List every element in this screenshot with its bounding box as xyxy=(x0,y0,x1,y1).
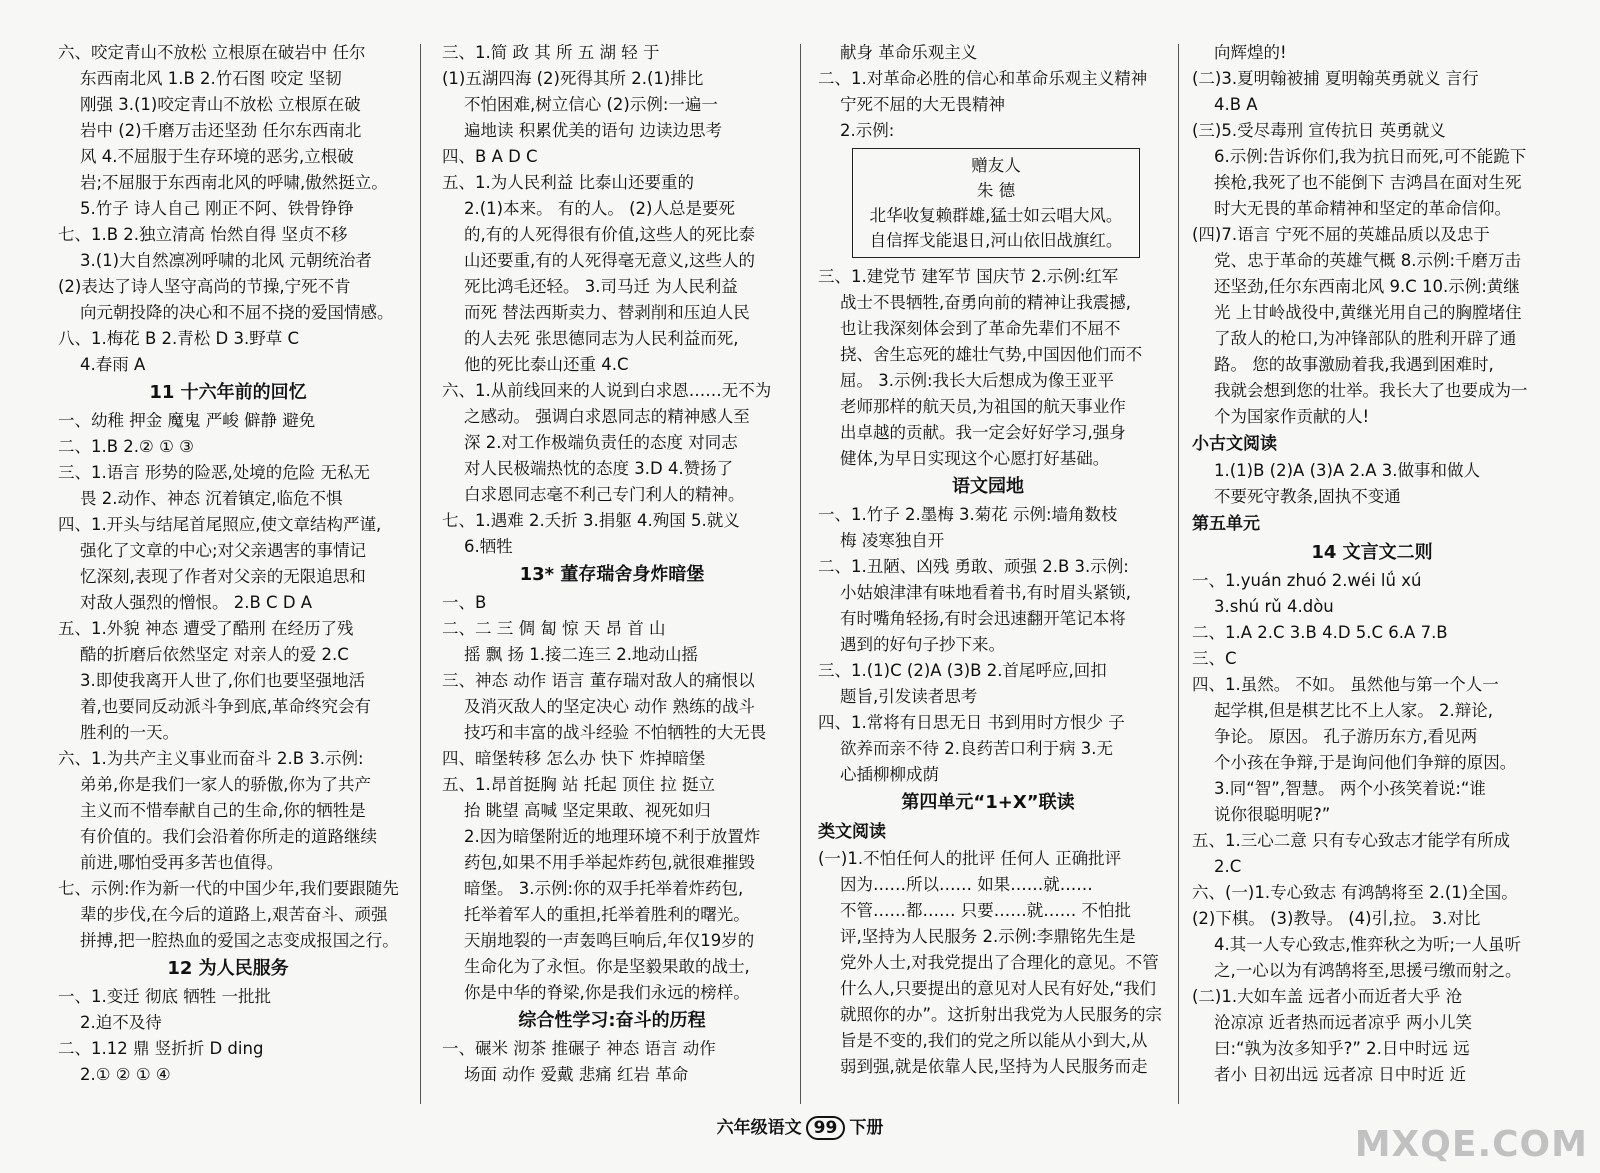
answer-line: 3.shú rǔ 4.dòu xyxy=(1214,597,1334,616)
answer-line: 而死 替法西斯卖力、替剥削和压迫人民 xyxy=(464,303,750,322)
answer-line: 时大无畏的革命精神和坚定的革命信仰。 xyxy=(1214,199,1511,218)
subsection-heading: 第五单元 xyxy=(1192,514,1260,534)
answer-line: 一、1.yuán zhuó 2.wéi lǘ xú xyxy=(1192,571,1422,590)
poem-title: 赠友人 xyxy=(971,156,1021,175)
answer-line: 小姑娘津津有味地看着书,有时眉头紧锁, xyxy=(840,583,1131,602)
answer-line: 场面 动作 爱戴 悲痛 红岩 革命 xyxy=(464,1065,689,1084)
footer-volume: 下册 xyxy=(849,1118,884,1138)
answer-line: 四、1.常将有日思无日 书到用时方恨少 子 xyxy=(818,713,1125,732)
poem-author: 朱 德 xyxy=(976,181,1016,200)
answer-line: 就照你的办”。这折射出我党为人民服务的宗 xyxy=(840,1005,1163,1024)
answer-line: 畏 2.动作、神态 沉着镇定,临危不惧 xyxy=(80,489,343,508)
column-4 xyxy=(1192,40,1552,1088)
answer-line: (二)3.夏明翰被捕 夏明翰英勇就义 言行 xyxy=(1192,69,1479,88)
answer-line: 六、(一)1.专心致志 有鸿鹄将至 2.(1)全国。 xyxy=(1192,883,1518,902)
answer-line: 2.示例: xyxy=(840,121,895,140)
answer-line: 6.示例:告诉你们,我为抗日而死,可不能跪下 xyxy=(1214,147,1527,166)
answer-line: 2.迫不及待 xyxy=(80,1013,162,1032)
answer-line: 遍地读 积累优美的语句 边读边思考 xyxy=(464,121,722,140)
answer-line: 前进,哪怕受再多苦也值得。 xyxy=(80,853,284,872)
answer-line: 屈。 3.示例:我长大后想成为像王亚平 xyxy=(840,371,1115,390)
answer-line: 旨是不变的,我们的党之所以能从小到大,从 xyxy=(840,1031,1148,1050)
answer-line: 我就会想到您的壮举。我长大了也要成为一 xyxy=(1214,381,1528,400)
answer-line: 评,坚持为人民服务 2.示例:李鼎铭先生是 xyxy=(840,927,1136,946)
answer-line: 生命化为了永恒。你是坚毅果敢的战士, xyxy=(464,957,750,976)
answer-line: 风 4.不屈服于生存环境的恶劣,立根破 xyxy=(80,147,354,166)
answer-line: 六、1.从前线回来的人说到白求恩……无不为 xyxy=(442,381,772,400)
answer-line: 三、1.建党节 建军节 国庆节 2.示例:红军 xyxy=(818,267,1119,286)
subsection-heading: 小古文阅读 xyxy=(1192,434,1277,454)
answer-line: 白求恩同志毫不利己专门利人的精神。 xyxy=(464,485,745,504)
answer-line: 抬 眺望 高喊 坚定果敢、视死如归 xyxy=(464,801,711,820)
answer-line: 有时嘴角轻扬,有时会迅速翻开笔记本将 xyxy=(840,609,1126,628)
answer-line: 一、1.变迁 彻底 牺牲 一批批 xyxy=(58,987,271,1006)
answer-line: 2.因为暗堡附近的地理环境不利于放置炸 xyxy=(464,827,761,846)
answer-line: 曰:“孰为汝多知乎?” 2.日中时远 远 xyxy=(1214,1039,1470,1058)
answer-line: 六、1.为共产主义事业而奋斗 2.B 3.示例: xyxy=(58,749,364,768)
answer-line: 刚强 3.(1)咬定青山不放松 立根原在破 xyxy=(80,95,361,114)
answer-line: 还坚劲,任尔东西南北风 9.C 10.示例:黄继 xyxy=(1214,277,1520,296)
answer-line: 也让我深刻体会到了革命先辈们不屈不 xyxy=(840,319,1121,338)
answer-line: 4.其一人专心致志,惟弈秋之为听;一人虽听 xyxy=(1214,935,1522,954)
answer-line: 二、1.12 鼎 竖折折 D ding xyxy=(58,1039,264,1058)
answer-line: 挠、舍生忘死的雄壮气势,中国因他们而不 xyxy=(840,345,1143,364)
answer-line: 个为国家作贡献的人! xyxy=(1214,407,1370,426)
answer-line: 胜利的一天。 xyxy=(80,723,179,742)
column-2 xyxy=(442,40,782,1088)
section-heading: 综合性学习:奋斗的历程 xyxy=(518,1010,706,1031)
answer-line: 四、B A D C xyxy=(442,147,538,166)
answer-line: 梅 凌寒独自开 xyxy=(840,531,945,550)
answer-line: 遇到的好句子抄下来。 xyxy=(840,635,1005,654)
answer-line: 4.B A xyxy=(1214,95,1258,114)
answer-line: 三、C xyxy=(1192,649,1237,668)
answer-line: 深 2.对工作极端负责任的态度 对同志 xyxy=(464,433,738,452)
answer-line: 路。 您的故事激励着我,我遇到困难时, xyxy=(1214,355,1494,374)
answer-line: 辈的步伐,在今后的道路上,艰苦奋斗、顽强 xyxy=(80,905,388,924)
answer-line: 四、1.开头与结尾首尾照应,使文章结构严谨, xyxy=(58,515,382,534)
section-heading: 语文园地 xyxy=(952,476,1024,497)
answer-line: 1.(1)B (2)A (3)A 2.A 3.做事和做人 xyxy=(1214,461,1481,480)
answer-line: 3.即使我离开人世了,你们也要坚强地活 xyxy=(80,671,365,690)
answer-line: 因为……所以…… 如果……就…… xyxy=(840,875,1093,894)
answer-line: 不管……都…… 只要……就…… 不怕批 xyxy=(840,901,1131,920)
answer-line: 说你很聪明呢?” xyxy=(1214,805,1331,824)
answer-line: 三、神态 动作 语言 董存瑞对敌人的痛恨以 xyxy=(442,671,755,690)
answer-line: 四、1.虽然。 不如。 虽然他与第一个人一 xyxy=(1192,675,1499,694)
answer-line: 3.(1)大自然凛冽呼啸的北风 元朝统治者 xyxy=(80,251,372,270)
answer-line: 三、1.语言 形势的险恶,处境的危险 无私无 xyxy=(58,463,370,482)
answer-line: 3.同“智”,智慧。 两个小孩笑着说:“谁 xyxy=(1214,779,1486,798)
answer-line: 东西南北风 1.B 2.竹石图 咬定 坚韧 xyxy=(80,69,342,88)
answer-line: 二、1.A 2.C 3.B 4.D 5.C 6.A 7.B xyxy=(1192,623,1448,642)
answer-line: (三)5.受尽毒刑 宣传抗日 英勇就义 xyxy=(1192,121,1446,140)
answer-line: (二)1.大如车盖 远者小而近者大乎 沧 xyxy=(1192,987,1463,1006)
answer-line: 的人去死 张思德同志为人民利益而死, xyxy=(464,329,739,348)
answer-line: 天崩地裂的一声轰鸣巨响后,年仅19岁的 xyxy=(464,931,755,950)
answer-line: 弱到强,就是依靠人民,坚持为人民服务而走 xyxy=(840,1057,1148,1076)
answer-line: 对人民极端热忱的态度 3.D 4.赞扬了 xyxy=(464,459,734,478)
answer-line: 向辉煌的! xyxy=(1214,43,1287,62)
section-heading: 11 十六年前的回忆 xyxy=(149,382,307,403)
answer-line: (1)五湖四海 (2)死得其所 2.(1)排比 xyxy=(442,69,704,88)
watermark: MXQE.COM xyxy=(1354,1124,1588,1165)
answer-line: 党、忠于革命的英雄气概 8.示例:千磨万击 xyxy=(1214,251,1522,270)
answer-line: 二、二 三 倜 匐 惊 天 昂 首 山 xyxy=(442,619,666,638)
answer-line: 八、1.梅花 B 2.青松 D 3.野草 C xyxy=(58,329,299,348)
answer-line: 药包,如果不用手举起炸药包,就很难摧毁 xyxy=(464,853,755,872)
answer-line: 五、1.外貌 神态 遭受了酷刑 在经历了残 xyxy=(58,619,354,638)
poem-line: 自信挥戈能退日,河山依旧战旗红。 xyxy=(869,231,1123,250)
answer-line: 之感动。 强调白求恩同志的精神感人至 xyxy=(464,407,750,426)
answer-line: 忆深刻,表现了作者对父亲的无限追思和 xyxy=(80,567,366,586)
answer-line: 献身 革命乐观主义 xyxy=(840,43,978,62)
answer-line: 他的死比泰山还重 4.C xyxy=(464,355,629,374)
answer-line: (一)1.不怕任何人的批评 任何人 正确批评 xyxy=(818,849,1122,868)
answer-line: 不怕困难,树立信心 (2)示例:一遍一 xyxy=(464,95,718,114)
section-heading: 14 文言文二则 xyxy=(1311,542,1433,563)
answer-line: 4.春雨 A xyxy=(80,355,146,374)
answer-line: 四、暗堡转移 怎么办 快下 炸掉暗堡 xyxy=(442,749,706,768)
poem-box xyxy=(852,148,1140,258)
answer-line: 起学棋,但是棋艺比不上人家。 2.辩论, xyxy=(1214,701,1493,720)
answer-line: 6.牺牲 xyxy=(464,537,513,556)
answer-line: 2.C xyxy=(1214,857,1242,876)
column-divider xyxy=(800,44,801,1104)
answer-line: (四)7.语言 宁死不屈的英雄品质以及忠于 xyxy=(1192,225,1490,244)
answer-line: 三、1.简 政 其 所 五 湖 轻 于 xyxy=(442,43,660,62)
answer-line: (2)表达了诗人坚守高尚的节操,宁死不肯 xyxy=(58,277,351,296)
answer-line: 五、1.三心二意 只有专心致志才能学有所成 xyxy=(1192,831,1510,850)
page-number: 99 xyxy=(806,1116,846,1140)
answer-line: 岩;不屈服于东西南北风的呼啸,傲然挺立。 xyxy=(80,173,388,192)
answer-line: 弟弟,你是我们一家人的骄傲,你为了共产 xyxy=(80,775,371,794)
answer-line: 出卓越的贡献。我一定会好好学习,强身 xyxy=(840,423,1126,442)
answer-line: 七、示例:作为新一代的中国少年,我们要跟随先 xyxy=(58,879,399,898)
column-1 xyxy=(58,40,398,1088)
answer-line: 六、咬定青山不放松 立根原在破岩中 任尔 xyxy=(58,43,366,62)
answer-line: 拼搏,把一腔热血的爱国之志变成报国之行。 xyxy=(80,931,399,950)
answer-line: 什么人,只要提出的意见对人民有好处,“我们 xyxy=(840,979,1157,998)
answer-line: 对敌人强烈的憎恨。 2.B C D A xyxy=(80,593,313,612)
answer-line: 一、碾米 沏茶 推碾子 神态 语言 动作 xyxy=(442,1039,716,1058)
answer-line: 二、1.丑陋、凶残 勇敢、顽强 2.B 3.示例: xyxy=(818,557,1129,576)
answer-line: 死比鸿毛还轻。 3.司马迁 为人民利益 xyxy=(464,277,738,296)
answer-line: 沧凉凉 近者热而远者凉乎 两小儿笑 xyxy=(1214,1013,1472,1032)
answer-line: 五、1.昂首挺胸 站 托起 顶住 拉 挺立 xyxy=(442,775,715,794)
answer-line: 暗堡。 3.示例:你的双手托举着炸药包, xyxy=(464,879,744,898)
answer-line: 山还要重,有的人死得毫无意义,这些人的 xyxy=(464,251,755,270)
answer-line: 你是中华的脊梁,你是我们永远的榜样。 xyxy=(464,983,750,1002)
answer-line: 着,也要同反动派斗争到底,革命终究会有 xyxy=(80,697,371,716)
answer-line: 5.竹子 诗人自己 刚正不阿、铁骨铮铮 xyxy=(80,199,354,218)
answer-line: 题旨,引发读者思考 xyxy=(840,687,978,706)
answer-line: 七、1.遇难 2.夭折 3.捐躯 4.殉国 5.就义 xyxy=(442,511,740,530)
answer-line: 五、1.为人民利益 比泰山还要重的 xyxy=(442,173,694,192)
answer-line: 一、幼稚 押金 魔鬼 严峻 僻静 避免 xyxy=(58,411,316,430)
answer-line: 摇 飘 扬 1.接二连三 2.地动山摇 xyxy=(464,645,698,664)
answer-line: 主义而不惜奉献自己的生命,你的牺牲是 xyxy=(80,801,366,820)
answer-line: 不要死守教条,固执不变通 xyxy=(1214,487,1401,506)
answer-line: 酷的折磨后依然坚定 对亲人的爱 2.C xyxy=(80,645,349,664)
answer-line: 二、1.B 2.② ① ③ xyxy=(58,437,194,456)
answer-line: 之,一心以为有鸿鹄将至,思援弓缴而射之。 xyxy=(1214,961,1522,980)
answer-line: 战士不畏牺牲,奋勇向前的精神让我震撼, xyxy=(840,293,1131,312)
answer-line: 心插柳柳成荫 xyxy=(840,765,939,784)
answer-line: 健体,为早日实现这个心愿打好基础。 xyxy=(840,449,1110,468)
answer-line: 向元朝投降的决心和不屈不挠的爱国情感。 xyxy=(80,303,394,322)
answer-line: 了敌人的枪口,为冲锋部队的胜利开辟了通 xyxy=(1214,329,1517,348)
answer-line: 二、1.对革命必胜的信心和革命乐观主义精神 xyxy=(818,69,1148,88)
column-3 xyxy=(818,40,1163,1080)
answer-line: 七、1.B 2.独立清高 怡然自得 坚贞不移 xyxy=(58,225,348,244)
answer-line: 挨枪,我死了也不能倒下 吉鸿昌在面对生死 xyxy=(1214,173,1522,192)
answer-line: 党外人士,对我党提出了合理化的意见。不管 xyxy=(840,953,1159,972)
poem-line: 北华收复赖群雄,猛士如云唱大风。 xyxy=(869,206,1123,225)
answer-line: 2.① ② ① ④ xyxy=(80,1065,171,1084)
answer-line: 强化了文章的中心;对父亲遇害的事情记 xyxy=(80,541,367,560)
answer-line: 岩中 (2)千磨万击还坚劲 任尔东西南北 xyxy=(80,121,362,140)
column-divider xyxy=(1178,44,1179,1104)
subsection-heading: 类文阅读 xyxy=(818,822,886,842)
answer-line: 及消灭敌人的坚定决心 动作 熟练的战斗 xyxy=(464,697,755,716)
answer-line: 2.(1)本来。 有的人。 (2)人总是要死 xyxy=(464,199,735,218)
answer-line: 老师那样的航天员,为祖国的航天事业作 xyxy=(840,397,1126,416)
answer-line: 个小孩在争辩,于是询问他们争辩的原因。 xyxy=(1214,753,1517,772)
column-divider xyxy=(420,44,421,1104)
answer-line: 一、B xyxy=(442,593,487,612)
answer-line: 争论。 原因。 孔子游历东方,看见两 xyxy=(1214,727,1478,746)
answer-line: 托举着军人的重担,托举着胜利的曙光。 xyxy=(464,905,750,924)
answer-line: 宁死不屈的大无畏精神 xyxy=(840,95,1005,114)
answer-line: 者小 日初出远 远者凉 日中时近 近 xyxy=(1214,1065,1466,1084)
answer-line: 有价值的。我们会沿着你所走的道路继续 xyxy=(80,827,377,846)
section-heading: 第四单元“1+X”联读 xyxy=(901,792,1075,813)
footer-grade: 六年级语文 xyxy=(716,1118,802,1138)
answer-line: 一、1.竹子 2.墨梅 3.菊花 示例:墙角数枝 xyxy=(818,505,1118,524)
answer-line: 欲养而亲不待 2.良药苦口利于病 3.无 xyxy=(840,739,1113,758)
answer-line: 光 上甘岭战役中,黄继光用自己的胸膛堵住 xyxy=(1214,303,1522,322)
section-heading: 13* 董存瑞舍身炸暗堡 xyxy=(519,564,705,585)
section-heading: 12 为人民服务 xyxy=(167,958,289,979)
answer-line: 的,有的人死得很有价值,这些人的死比泰 xyxy=(464,225,755,244)
answer-line: (2)下棋。 (3)教导。 (4)引,拉。 3.对比 xyxy=(1192,909,1481,928)
answer-line: 技巧和丰富的战斗经验 不怕牺牲的大无畏 xyxy=(464,723,767,742)
answer-line: 三、1.(1)C (2)A (3)B 2.首尾呼应,回扣 xyxy=(818,661,1107,680)
